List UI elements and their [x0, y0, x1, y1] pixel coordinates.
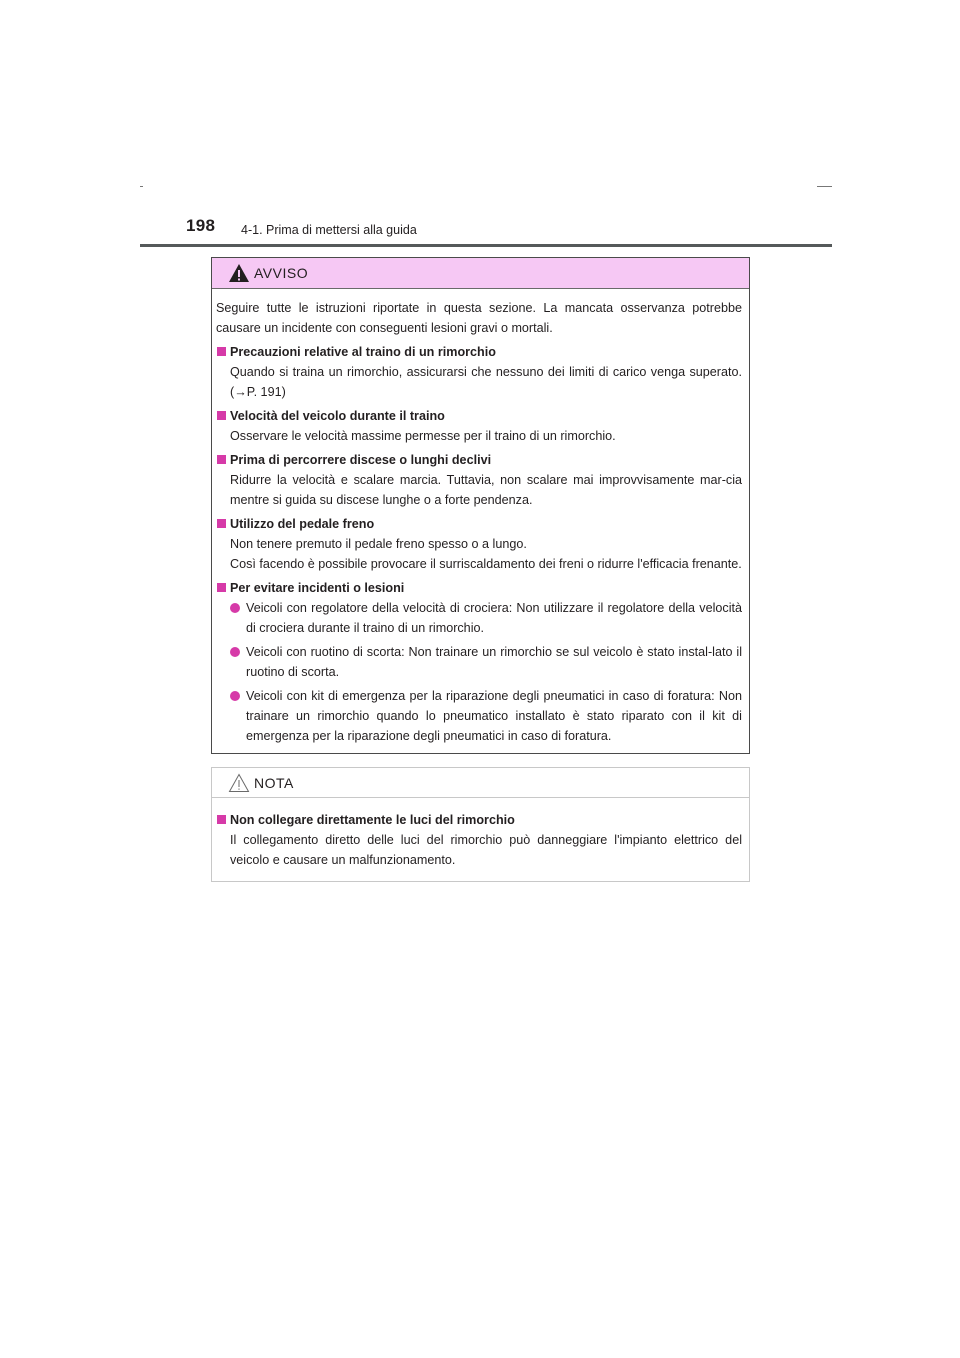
warning-item: [216, 406, 742, 446]
note-item: [216, 810, 742, 870]
note-body: [212, 798, 749, 870]
item-heading-text: Per evitare incidenti o lesioni: [230, 581, 405, 595]
caution-triangle-outline-icon: [228, 773, 250, 793]
item-heading: [216, 810, 742, 830]
item-heading-text: Non collegare direttamente le luci del rimorchio: [230, 813, 515, 827]
header-rule: [140, 244, 832, 247]
warning-box: [211, 257, 750, 754]
section-title: 4-1. Prima di mettersi alla guida: [241, 223, 417, 237]
item-text: Così facendo è possibile provocare il surriscaldamento dei freni o ridurre l'efficacia frenante.: [230, 557, 742, 571]
item-text: Non tenere premuto il pedale freno spesso o a lungo.: [230, 537, 527, 551]
item-text: Il collegamento diretto delle luci del rimorchio può danneggiare l'impianto elettrico del veicolo e causare un malfunzionamento.: [230, 833, 742, 867]
warning-item: [216, 578, 742, 746]
warning-header: [212, 258, 749, 289]
item-heading-text: Velocità del veicolo durante il traino: [230, 409, 445, 423]
warning-item: [216, 450, 742, 510]
square-bullet-icon: [217, 455, 226, 464]
warning-item: [216, 514, 742, 574]
item-heading-text: Prima di percorrere discese o lunghi declivi: [230, 453, 492, 467]
warning-item: [216, 342, 742, 402]
note-header: [212, 768, 749, 798]
bullet-text: Veicoli con kit di emergenza per la riparazione degli pneumatici in caso di foratura: Non trainare un rimorchio quando lo pneumatico installato è stato riparato con il kit di emergenza per la riparazione degli pneumatici in caso di foratura.: [246, 689, 742, 743]
square-bullet-icon: [217, 347, 226, 356]
warning-intro: Seguire tutte le istruzioni riportate in questa sezione. La mancata osservanza potrebbe causare un incidente con conseguenti lesioni gravi o mortali.: [216, 301, 742, 335]
crop-mark-right: [817, 186, 832, 187]
item-heading: [216, 450, 742, 470]
square-bullet-icon: [217, 411, 226, 420]
item-heading-text: Utilizzo del pedale freno: [230, 517, 375, 531]
item-heading: [216, 578, 742, 598]
square-bullet-icon: [217, 583, 226, 592]
item-heading: [216, 406, 742, 426]
bullet-item: [216, 598, 742, 638]
item-heading: [216, 342, 742, 362]
page-number: 198: [186, 216, 216, 235]
circle-bullet-icon: [230, 691, 240, 701]
item-text: Ridurre la velocità e scalare marcia. Tuttavia, non scalare mai improvvisamente mar-cia mentre si guida su discese lunghe o a forte pendenza.: [230, 473, 742, 507]
item-heading: [216, 514, 742, 534]
warning-triangle-icon: [228, 263, 250, 283]
square-bullet-icon: [217, 815, 226, 824]
bullet-item: [216, 686, 742, 746]
item-heading-text: Precauzioni relative al traino di un rimorchio: [230, 345, 496, 359]
circle-bullet-icon: [230, 647, 240, 657]
circle-bullet-icon: [230, 603, 240, 613]
item-text: Osservare le velocità massime permesse per il traino di un rimorchio.: [230, 429, 616, 443]
crop-mark-left: [140, 186, 143, 187]
bullet-item: [216, 642, 742, 682]
note-title: NOTA: [254, 775, 294, 791]
item-text: Quando si traina un rimorchio, assicurarsi che nessuno dei limiti di carico venga superato. (→P. 191): [230, 365, 742, 399]
note-box: [211, 767, 750, 882]
square-bullet-icon: [217, 519, 226, 528]
bullet-text: Veicoli con regolatore della velocità di crociera: Non utilizzare il regolatore della velocità di crociera durante il traino di un rimorchio.: [246, 601, 742, 635]
bullet-text: Veicoli con ruotino di scorta: Non trainare un rimorchio se sul veicolo è stato instal-lato il ruotino di scorta.: [246, 645, 742, 679]
warning-title: AVVISO: [254, 265, 309, 281]
warning-body: [212, 289, 749, 746]
